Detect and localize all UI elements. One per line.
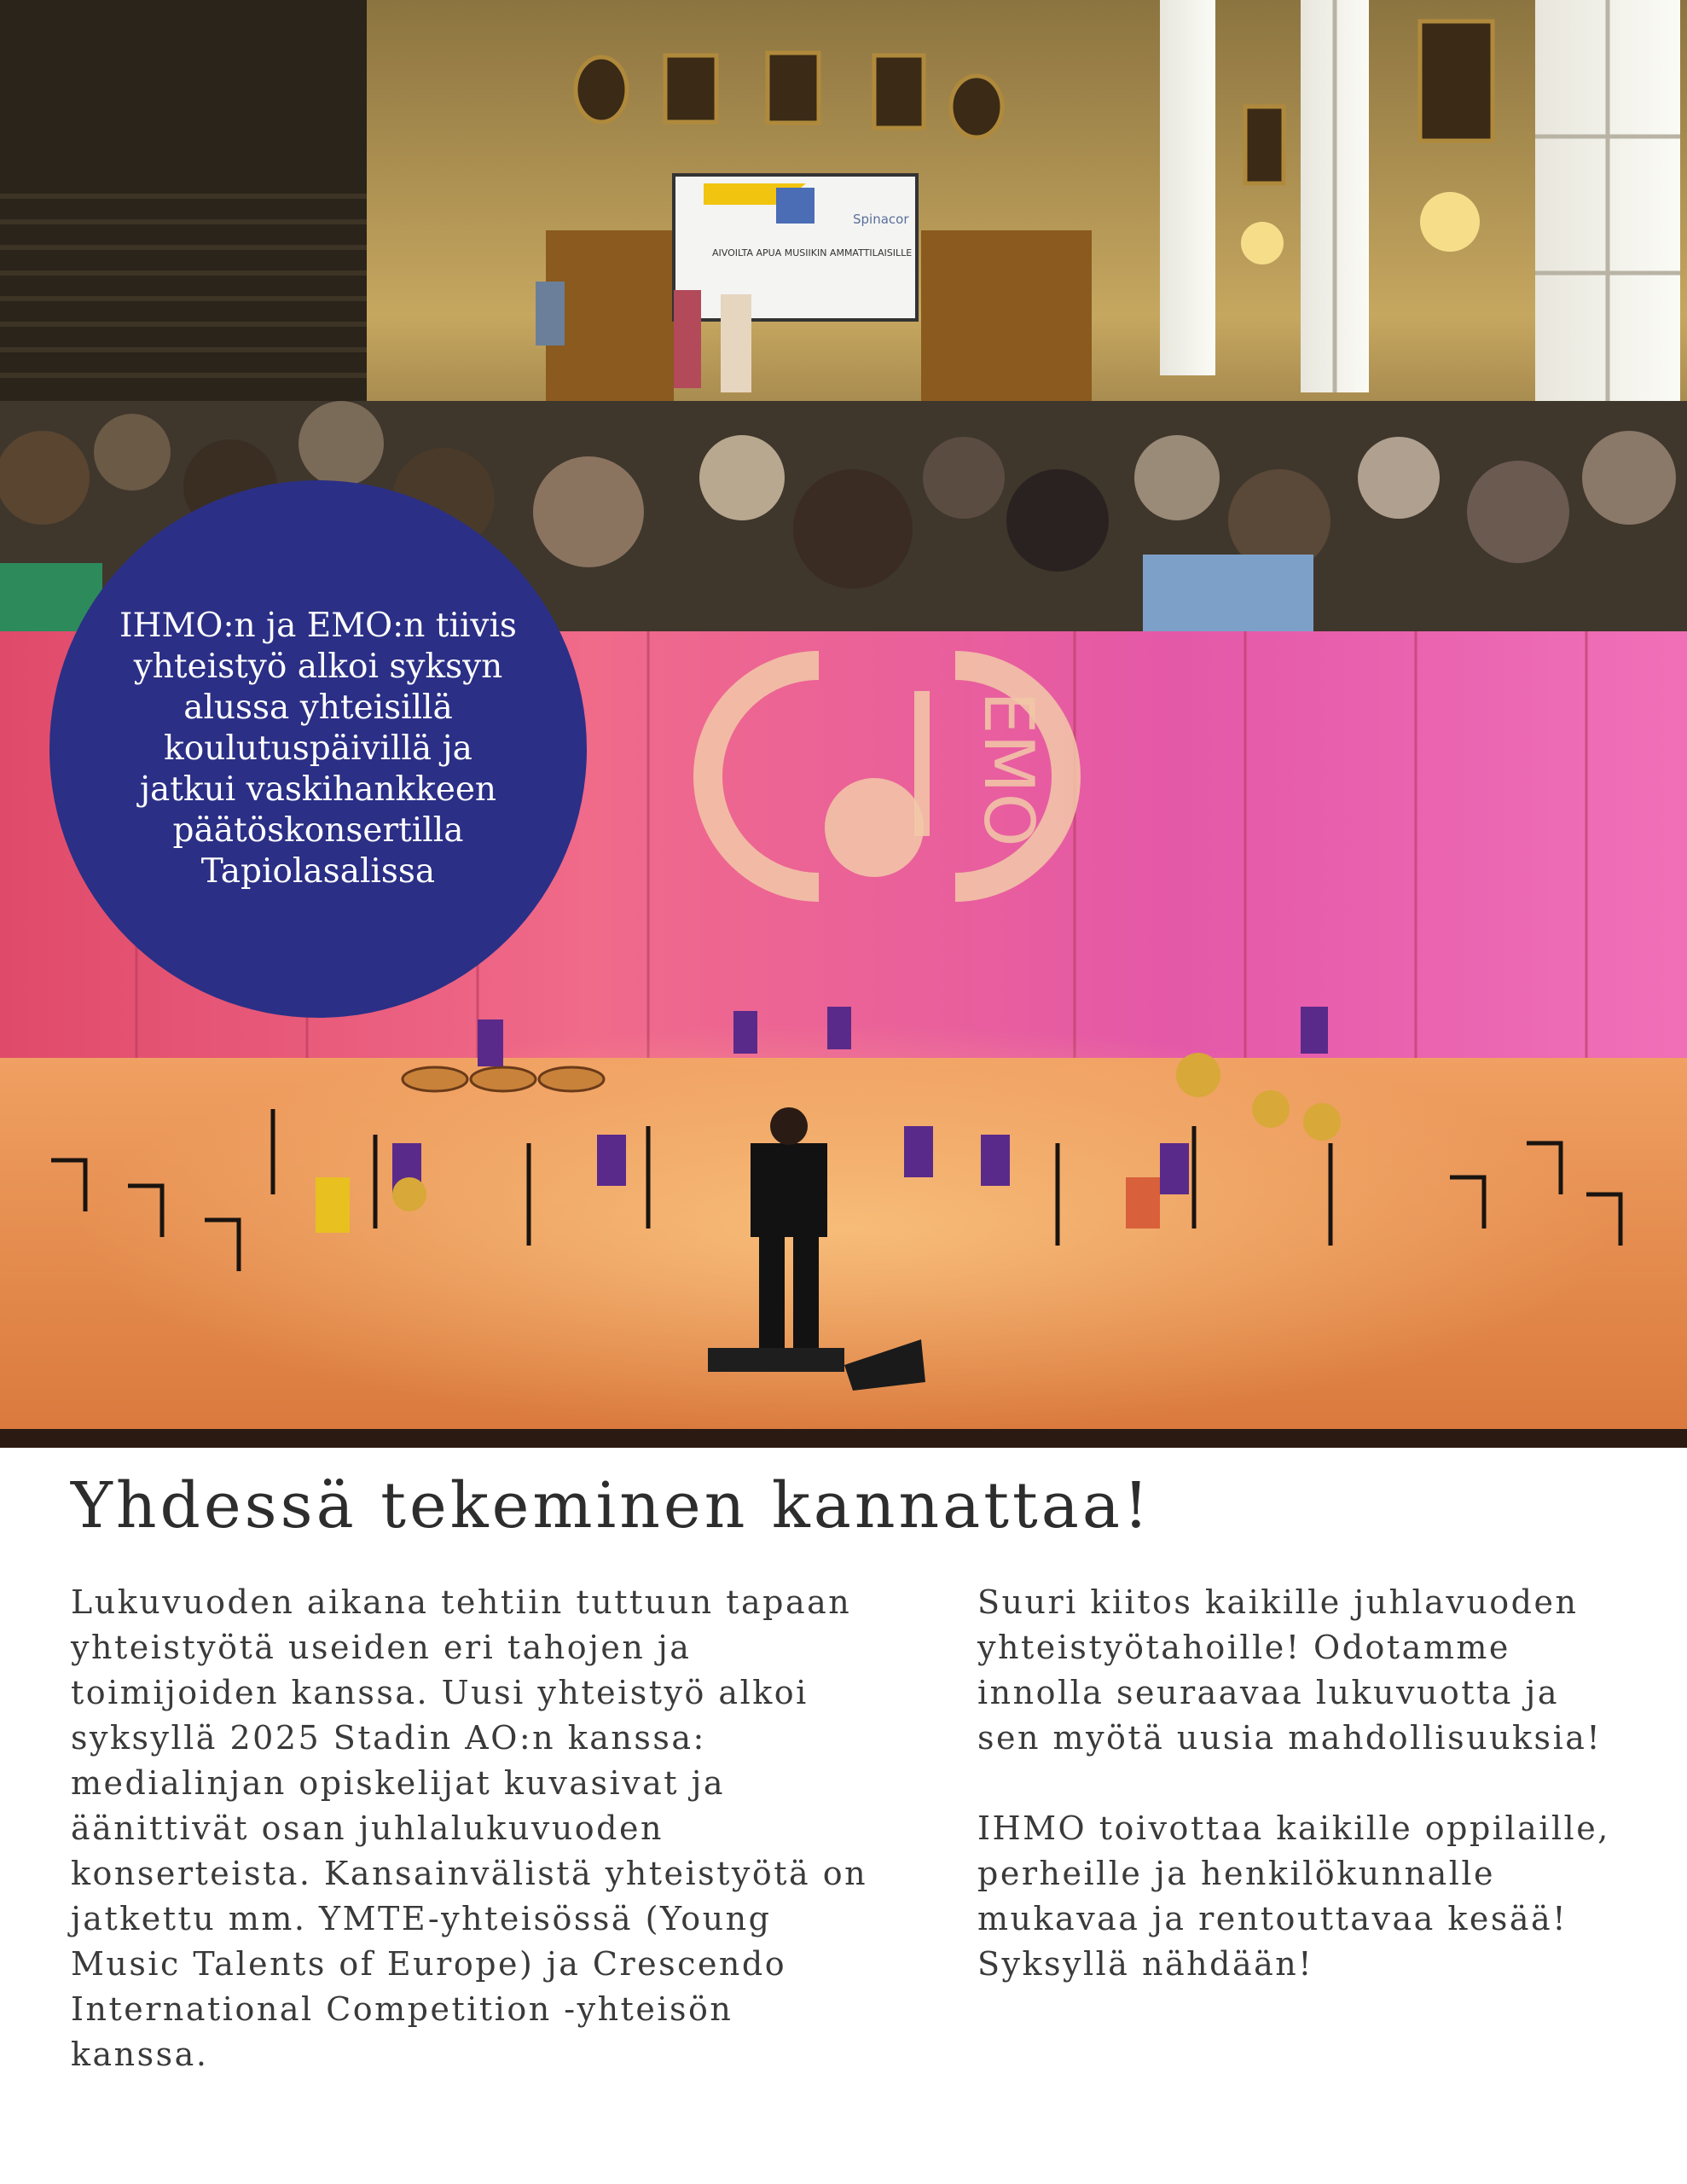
- text-line: Syksyllä nähdään!: [977, 1945, 1314, 1983]
- callout-line: yhteistyö alkoi syksyn: [133, 648, 503, 686]
- callout-line: Tapiolasalissa: [200, 852, 436, 891]
- callout-line: päätöskonsertilla: [172, 811, 464, 850]
- emo-wall-logo: EMO: [969, 691, 1048, 847]
- text-line: innolla seuraavaa lukuvuotta ja: [977, 1674, 1559, 1711]
- text-line: yhteistyötä useiden eri tahojen ja: [71, 1629, 692, 1666]
- text-line: syksyllä 2025 Stadin AO:n kanssa:: [71, 1719, 706, 1757]
- article-right-column: [977, 1580, 1610, 1987]
- screen-brand: Spinacor: [853, 212, 909, 227]
- callout-line: jatkui vaskihankkeen: [139, 770, 497, 809]
- article-headline: Yhdessä tekeminen kannattaa!: [71, 1469, 1152, 1542]
- text-line: Lukuvuoden aikana tehtiin tuttuun tapaan: [71, 1583, 852, 1621]
- text-line: toimijoiden kanssa. Uusi yhteistyö alkoi: [71, 1674, 809, 1711]
- text-line: International Competition -yhteisön: [71, 1990, 733, 2028]
- text-line: medialinjan opiskelijat kuvasivat ja: [71, 1764, 726, 1802]
- article-left-column: [71, 1580, 867, 2077]
- text-line: perheille ja henkilökunnalle: [977, 1855, 1496, 1892]
- callout-line: alussa yhteisillä: [183, 688, 453, 727]
- text-line: mukavaa ja rentouttavaa kesää!: [977, 1900, 1568, 1937]
- text-line: Suuri kiitos kaikille juhlavuoden: [977, 1583, 1579, 1621]
- text-line: sen myötä uusia mahdollisuuksia!: [977, 1719, 1603, 1757]
- text-line: Music Talents of Europe) ja Crescendo: [71, 1945, 787, 1983]
- callout-line: IHMO:n ja EMO:n tiivis: [119, 607, 517, 645]
- screen-title: AIVOILTA APUA MUSIIKIN AMMATTILAISILLE: [712, 247, 913, 258]
- text-line: äänittivät osan juhlalukuvuoden: [71, 1809, 664, 1847]
- callout-line: koulutuspäivillä ja: [164, 729, 472, 768]
- text-line: IHMO toivottaa kaikille oppilaille,: [977, 1809, 1610, 1847]
- text-line: konserteista. Kansainvälistä yhteistyötä on: [71, 1855, 868, 1892]
- callout-circle: [49, 480, 587, 1018]
- text-line: jatkettu mm. YMTE-yhteisössä (Young: [71, 1900, 772, 1937]
- text-line: yhteistyötahoille! Odotamme: [977, 1629, 1510, 1666]
- paragraph-gap: [977, 1761, 1610, 1806]
- callout-text: [119, 606, 517, 892]
- text-line: kanssa.: [71, 2036, 209, 2073]
